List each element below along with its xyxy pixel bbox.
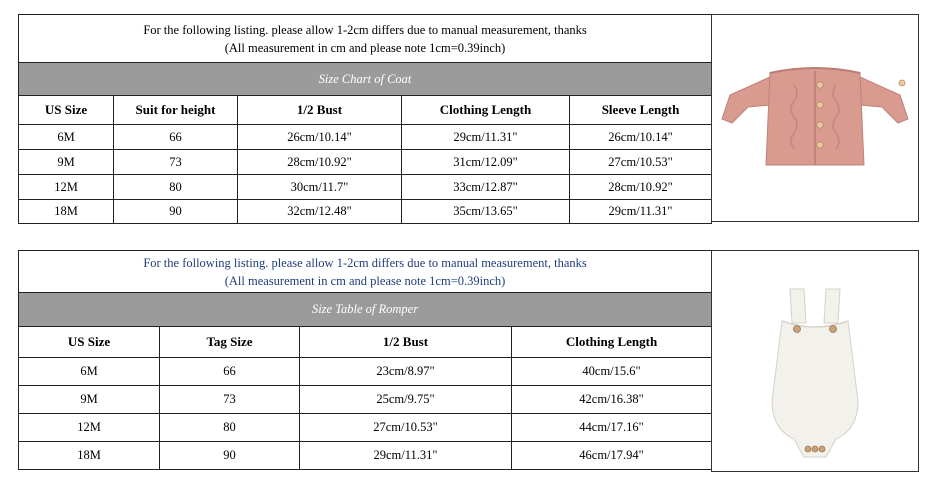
coat-header-bust: 1/2 Bust (238, 96, 402, 125)
table-cell: 73 (160, 386, 300, 414)
table-cell: 73 (114, 150, 238, 175)
table-cell: 29cm/11.31" (402, 125, 570, 150)
table-cell: 6M (19, 358, 160, 386)
table-row (19, 200, 712, 224)
table-cell: 32cm/12.48" (238, 200, 402, 224)
coat-notice-line2: (All measurement in cm and please note 1cm=0.39inch) (224, 40, 506, 55)
coat-notice-line1: For the following listing. please allow 1-2cm differs due to manual measurement, thanks (143, 22, 587, 37)
coat-header-clothing-length: Clothing Length (402, 96, 570, 125)
table-cell: 31cm/12.09" (402, 150, 570, 175)
table-cell: 28cm/10.92" (570, 175, 712, 200)
coat-header-height: Suit for height (114, 96, 238, 125)
table-row (19, 125, 712, 150)
coat-table-title: Size Chart of Coat (19, 63, 712, 96)
romper-header-clothing-length: Clothing Length (512, 327, 712, 358)
table-cell: 26cm/10.14" (570, 125, 712, 150)
romper-size-table (18, 250, 712, 470)
table-cell: 35cm/13.65" (402, 200, 570, 224)
table-cell: 28cm/10.92" (238, 150, 402, 175)
table-row (19, 386, 712, 414)
table-cell: 33cm/12.87" (402, 175, 570, 200)
table-cell: 23cm/8.97" (300, 358, 512, 386)
romper-header-us-size: US Size (19, 327, 160, 358)
romper-illustration (712, 251, 918, 471)
romper-header-tag-size: Tag Size (160, 327, 300, 358)
white-knit-romper-image (711, 250, 919, 472)
coat-notice (19, 15, 712, 63)
table-cell: 90 (114, 200, 238, 224)
table-cell: 80 (114, 175, 238, 200)
coat-size-table (18, 14, 712, 224)
table-cell: 42cm/16.38" (512, 386, 712, 414)
table-cell: 27cm/10.53" (570, 150, 712, 175)
table-cell: 66 (114, 125, 238, 150)
table-cell: 9M (19, 150, 114, 175)
table-cell: 90 (160, 442, 300, 470)
table-cell: 40cm/15.6" (512, 358, 712, 386)
coat-header-us-size: US Size (19, 96, 114, 125)
romper-table-title: Size Table of Romper (19, 293, 712, 327)
table-cell: 29cm/11.31" (570, 200, 712, 224)
table-row (19, 442, 712, 470)
table-cell: 30cm/11.7" (238, 175, 402, 200)
romper-notice-line1: For the following listing. please allow 1-2cm differs due to manual measurement, thanks (143, 255, 587, 270)
table-cell: 26cm/10.14" (238, 125, 402, 150)
cardigan-illustration (712, 15, 918, 221)
pink-knit-cardigan-image (711, 14, 919, 222)
table-cell: 46cm/17.94" (512, 442, 712, 470)
romper-shape (772, 289, 858, 457)
table-cell: 44cm/17.16" (512, 414, 712, 442)
table-cell: 29cm/11.31" (300, 442, 512, 470)
table-cell: 6M (19, 125, 114, 150)
table-cell: 25cm/9.75" (300, 386, 512, 414)
table-row (19, 414, 712, 442)
table-row (19, 358, 712, 386)
table-row (19, 175, 712, 200)
table-row (19, 150, 712, 175)
table-cell: 80 (160, 414, 300, 442)
table-cell: 12M (19, 414, 160, 442)
table-cell: 18M (19, 200, 114, 224)
coat-header-sleeve-length: Sleeve Length (570, 96, 712, 125)
table-cell: 66 (160, 358, 300, 386)
romper-notice-line2: (All measurement in cm and please note 1cm=0.39inch) (224, 273, 506, 288)
table-cell: 9M (19, 386, 160, 414)
table-cell: 18M (19, 442, 160, 470)
romper-notice (19, 251, 712, 293)
table-cell: 27cm/10.53" (300, 414, 512, 442)
romper-header-bust: 1/2 Bust (300, 327, 512, 358)
table-cell: 12M (19, 175, 114, 200)
